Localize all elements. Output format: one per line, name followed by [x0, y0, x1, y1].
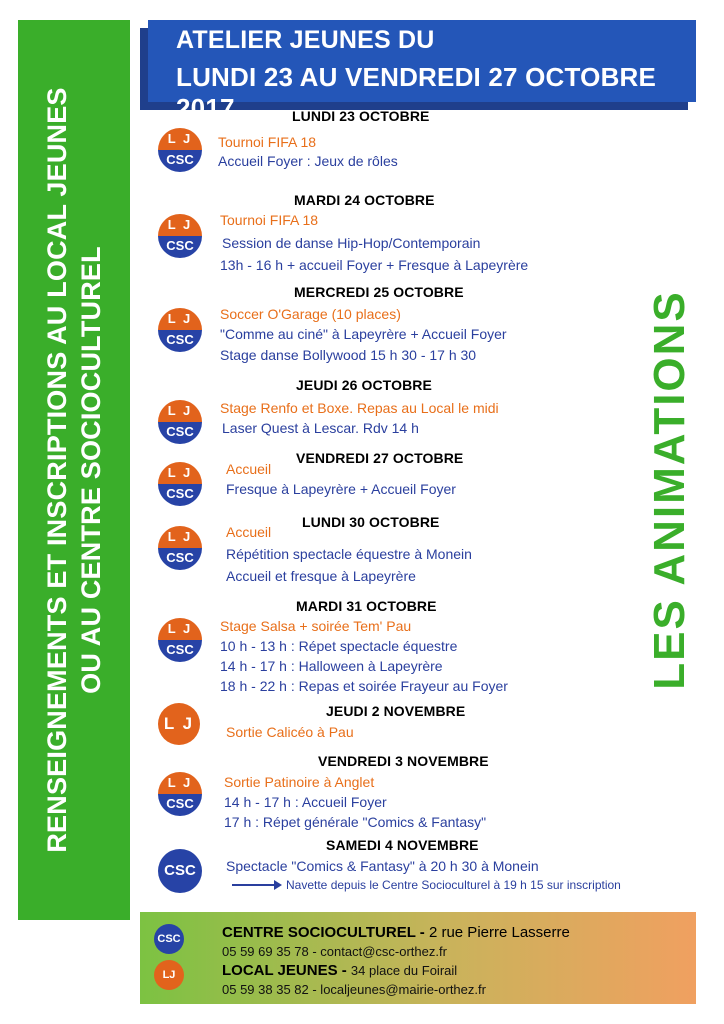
- activity-line: Navette depuis le Centre Socioculturel à 19 h 15 sur inscription: [286, 878, 621, 892]
- arrow-right-icon: [232, 884, 280, 886]
- csc-name: CENTRE SOCIOCULTUREL -: [222, 924, 425, 941]
- day-title: LUNDI 30 OCTOBRE: [302, 514, 440, 530]
- footer-contact: [140, 912, 696, 1004]
- badge-lj-csc: L J CSC: [158, 526, 202, 570]
- activity-line: Accueil: [226, 524, 272, 540]
- badge-lj-csc: L J CSC: [158, 308, 202, 352]
- badge-lj-csc: L J CSC: [158, 128, 202, 172]
- activity-line: Tournoi FIFA 18: [218, 134, 317, 150]
- right-title: LES ANIMATIONS: [645, 290, 694, 690]
- footer-badge-csc: CSC: [154, 924, 184, 954]
- csc-address: 2 rue Pierre Lasserre: [428, 924, 570, 941]
- left-banner-line1: RENSEIGNEMENTS ET INSCRIPTIONS AU LOCAL JEUNES: [42, 87, 72, 853]
- activity-line: Accueil et fresque à Lapeyrère: [226, 568, 416, 584]
- activity-line: Stage Renfo et Boxe. Repas au Local le midi: [220, 400, 499, 416]
- activity-line: Soccer O'Garage (10 places): [220, 306, 401, 322]
- badge-lj-csc: L J CSC: [158, 400, 202, 444]
- day-title: VENDREDI 27 OCTOBRE: [296, 450, 464, 466]
- header-line2: LUNDI 23 AU VENDREDI 27 OCTOBRE 2017: [176, 62, 657, 123]
- activity-line: Session de danse Hip-Hop/Contemporain: [222, 235, 481, 251]
- activity-line: Stage danse Bollywood 15 h 30 - 17 h 30: [220, 347, 477, 363]
- activity-line: "Comme au ciné" à Lapeyrère + Accueil Foyer: [220, 326, 507, 342]
- badge-lj: L J: [158, 703, 200, 745]
- lj-contact: 05 59 38 35 82 - localjeunes@mairie-orthez.fr: [222, 982, 486, 997]
- left-banner-line2: OU AU CENTRE SOCIOCULTUREL: [76, 246, 106, 694]
- day-title: SAMEDI 4 NOVEMBRE: [326, 837, 479, 853]
- footer-badge-lj: LJ: [154, 960, 184, 990]
- badge-csc: CSC: [158, 849, 202, 893]
- day-title: MARDI 24 OCTOBRE: [294, 192, 435, 208]
- activity-line: Accueil: [226, 461, 272, 477]
- left-banner-text: [40, 30, 108, 910]
- day-title: LUNDI 23 OCTOBRE: [292, 108, 430, 124]
- activity-line: Spectacle "Comics & Fantasy" à 20 h 30 à Monein: [226, 858, 539, 874]
- activity-line: 10 h - 13 h : Répet spectacle équestre: [220, 638, 458, 654]
- activity-line: 14 h - 17 h : Accueil Foyer: [224, 794, 387, 810]
- badge-lj-csc: L J CSC: [158, 618, 202, 662]
- day-title: MARDI 31 OCTOBRE: [296, 598, 437, 614]
- activity-line: Sortie Calicéo à Pau: [226, 724, 354, 740]
- activity-line: Répétition spectacle équestre à Monein: [226, 546, 472, 562]
- activity-line: Accueil Foyer : Jeux de rôles: [218, 153, 398, 169]
- activity-line: Stage Salsa + soirée Tem' Pau: [220, 618, 412, 634]
- activity-line: 13h - 16 h + accueil Foyer + Fresque à Lapeyrère: [220, 257, 529, 273]
- activity-line: 17 h : Répet générale "Comics & Fantasy": [224, 814, 487, 830]
- activity-line: Tournoi FIFA 18: [220, 212, 319, 228]
- badge-lj-csc: L J CSC: [158, 214, 202, 258]
- day-title: MERCREDI 25 OCTOBRE: [294, 284, 464, 300]
- activity-line: Fresque à Lapeyrère + Accueil Foyer: [226, 481, 456, 497]
- lj-address: 34 place du Foirail: [350, 963, 458, 978]
- csc-contact: 05 59 69 35 78 - contact@csc-orthez.fr: [222, 944, 447, 959]
- activity-line: 14 h - 17 h : Halloween à Lapeyrère: [220, 658, 443, 674]
- activity-line: Laser Quest à Lescar. Rdv 14 h: [222, 420, 419, 436]
- day-title: VENDREDI 3 NOVEMBRE: [318, 753, 489, 769]
- badge-lj-csc: L J CSC: [158, 772, 202, 816]
- lj-name: LOCAL JEUNES -: [222, 962, 347, 979]
- day-title: JEUDI 2 NOVEMBRE: [326, 703, 466, 719]
- badge-lj-csc: L J CSC: [158, 462, 202, 506]
- header-line1: ATELIER JEUNES DU: [176, 26, 435, 54]
- activity-line: Sortie Patinoire à Anglet: [224, 774, 375, 790]
- day-title: JEUDI 26 OCTOBRE: [296, 377, 432, 393]
- activity-line: 18 h - 22 h : Repas et soirée Frayeur au Foyer: [220, 678, 508, 694]
